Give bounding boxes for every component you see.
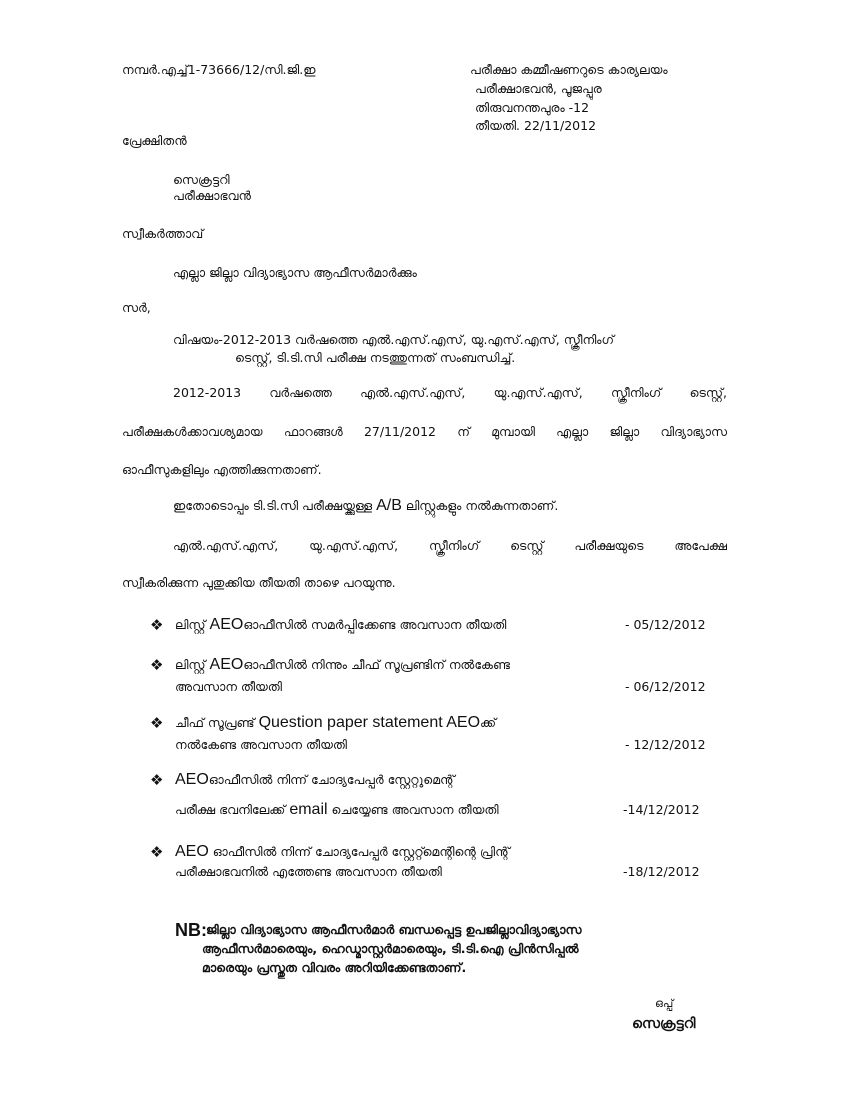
diamond-bullet-icon: ❖ — [150, 656, 164, 674]
text: AEO — [209, 656, 244, 673]
deadline-text-line2: നൽകേണ്ട അവസാന തീയതി — [175, 737, 347, 752]
body-para3-line: എൽ.എസ്.എസ്, യു.എസ്.എസ്, സ്ക്രീനിംഗ് ടെസ്റ്റ് പരീക്ഷയുടെ അപേക്ഷ — [173, 538, 727, 553]
note-line: ആഫീസർമാരെയും, ഹെഡ്മാസ്റ്റർമാരെയും, ടി.ടി.ഐ പ്രിൻസിപ്പൽ — [202, 941, 579, 956]
from-line: പരീക്ഷാഭവൻ — [173, 188, 251, 203]
text: ഓഫീസിൽ നിന്നും ചീഫ് സൂപ്രണ്ടിന് നൽകേണ്ട — [243, 657, 510, 672]
deadline-date: -18/12/2012 — [623, 864, 700, 879]
signature-signed: ഒപ്പ് — [655, 997, 674, 1010]
reference-number: നമ്പർ.എച്ച്1-73666/12/സി.ജി.ഇ — [122, 62, 316, 77]
body-para1-line: ഓഫീസുകളിലും എത്തിക്കുന്നതാണ്. — [122, 462, 322, 477]
para2-text: ഇതോടൊപ്പം ടി.ടി.സി പരീക്ഷയ്ക്കുള്ള — [173, 498, 377, 513]
deadline-date: - 06/12/2012 — [625, 679, 706, 694]
from-label: പ്രേക്ഷിതൻ — [122, 133, 187, 148]
to-line: എല്ലാ ജില്ലാ വിദ്യാഭ്യാസ ആഫീസർമാർക്കും — [173, 265, 417, 280]
body-para1-line: 2012-2013 വർഷത്തെ എൽ.എസ്.എസ്, യു.എസ്.എസ്, സ്ക്രീനിംഗ് ടെസ്റ്റ്, — [173, 385, 727, 400]
text: AEO — [209, 616, 244, 633]
deadline-text — [175, 772, 455, 788]
deadline-date: - 05/12/2012 — [625, 617, 706, 632]
diamond-bullet-icon: ❖ — [150, 714, 164, 732]
text: ഓഫീസിൽ നിന്ന് ചോദ്യപേപ്പർ സ്റ്റേറ്റുമെന്റ് — [208, 772, 455, 787]
note-label: NB: — [175, 920, 207, 940]
note-line: മാരെയും പ്രസ്തുത വിവരം അറിയിക്കേണ്ടതാണ്. — [202, 960, 467, 975]
from-line: സെക്രട്ടറി — [173, 172, 230, 187]
text: AEO — [175, 771, 209, 788]
note-line: ജില്ലാ വിദ്യാഭ്യാസ ആഫീസർമാർ ബന്ധപ്പെട്ട ഉപജില്ലാവിദ്യാഭ്യാസ — [206, 922, 582, 937]
deadline-text-line2: അവസാന തീയതി — [175, 679, 282, 694]
signature-title: സെക്രട്ടറി — [632, 1016, 696, 1032]
text: AEO — [175, 843, 209, 860]
text: പരീക്ഷ ഭവനിലേക്ക് — [175, 802, 290, 817]
text: ചീഫ് സൂപ്രണ്ട് — [175, 715, 259, 730]
diamond-bullet-icon: ❖ — [150, 843, 164, 861]
text: ഓഫീസിൽ നിന്ന് ചോദ്യപേപ്പർ സ്റ്റേറ്റ്മെന്റിന്റെ പ്രിന്റ് — [208, 844, 510, 859]
text: ക്ക് — [480, 715, 497, 730]
office-name: പരീക്ഷാ കമ്മീഷണറുടെ കാര്യലയം — [470, 62, 668, 77]
diamond-bullet-icon: ❖ — [150, 616, 164, 634]
text: ഓഫീസിൽ സമർപ്പിക്കേണ്ട അവസാന തീയതി — [243, 617, 507, 632]
to-label: സ്വീകർത്താവ് — [122, 226, 204, 241]
deadline-date: - 12/12/2012 — [625, 737, 706, 752]
subject-line: ടെസ്റ്റ്, ടി.ടി.സി പരീക്ഷ നടത്തുന്നത് സംബന്ധിച്ച്. — [235, 350, 516, 365]
deadline-text-line2 — [175, 802, 499, 818]
deadline-text — [175, 844, 510, 860]
body-para1-line: പരീക്ഷകൾക്കാവശ്യമായ ഫാറങ്ങൾ 27/11/2012 ന് മുമ്പായി എല്ലാ ജില്ലാ വിദ്യാഭ്യാസ — [122, 424, 727, 439]
office-city: തിരുവനന്തപുരം -12 — [475, 100, 590, 115]
para2-latin: A/B — [376, 497, 402, 514]
text: ചെയ്യേണ്ട അവസാന തീയതി — [327, 802, 499, 817]
letter-date: തീയതി. 22/11/2012 — [475, 118, 597, 133]
subject-line: വിഷയം-2012-2013 വർഷത്തെ എൽ.എസ്.എസ്, യു.എസ്.എസ്, സ്ക്രീനിംഗ് — [173, 332, 615, 347]
body-para3-line: സ്വീകരിക്കുന്ന പുതുക്കിയ തീയതി താഴെ പറയുന്നു. — [122, 575, 396, 590]
deadline-text — [175, 715, 496, 731]
deadline-date: -14/12/2012 — [623, 802, 700, 817]
text: Question paper statement AEO — [258, 714, 481, 731]
para2-text: ലിസ്റ്റുകളും നൽകുന്നതാണ്. — [401, 498, 559, 513]
deadline-text — [175, 617, 506, 633]
diamond-bullet-icon: ❖ — [150, 771, 164, 789]
body-para2 — [173, 498, 558, 514]
deadline-text — [175, 657, 510, 673]
text: ലിസ്റ്റ് — [175, 617, 210, 632]
office-address: പരീക്ഷാഭവൻ, പൂജപ്പുര — [475, 81, 602, 96]
salutation: സർ, — [122, 300, 151, 315]
text: ലിസ്റ്റ് — [175, 657, 210, 672]
text: email — [289, 801, 328, 818]
deadline-text-line2: പരീക്ഷാഭവനിൽ എത്തേണ്ട അവസാന തീയതി — [175, 864, 442, 879]
